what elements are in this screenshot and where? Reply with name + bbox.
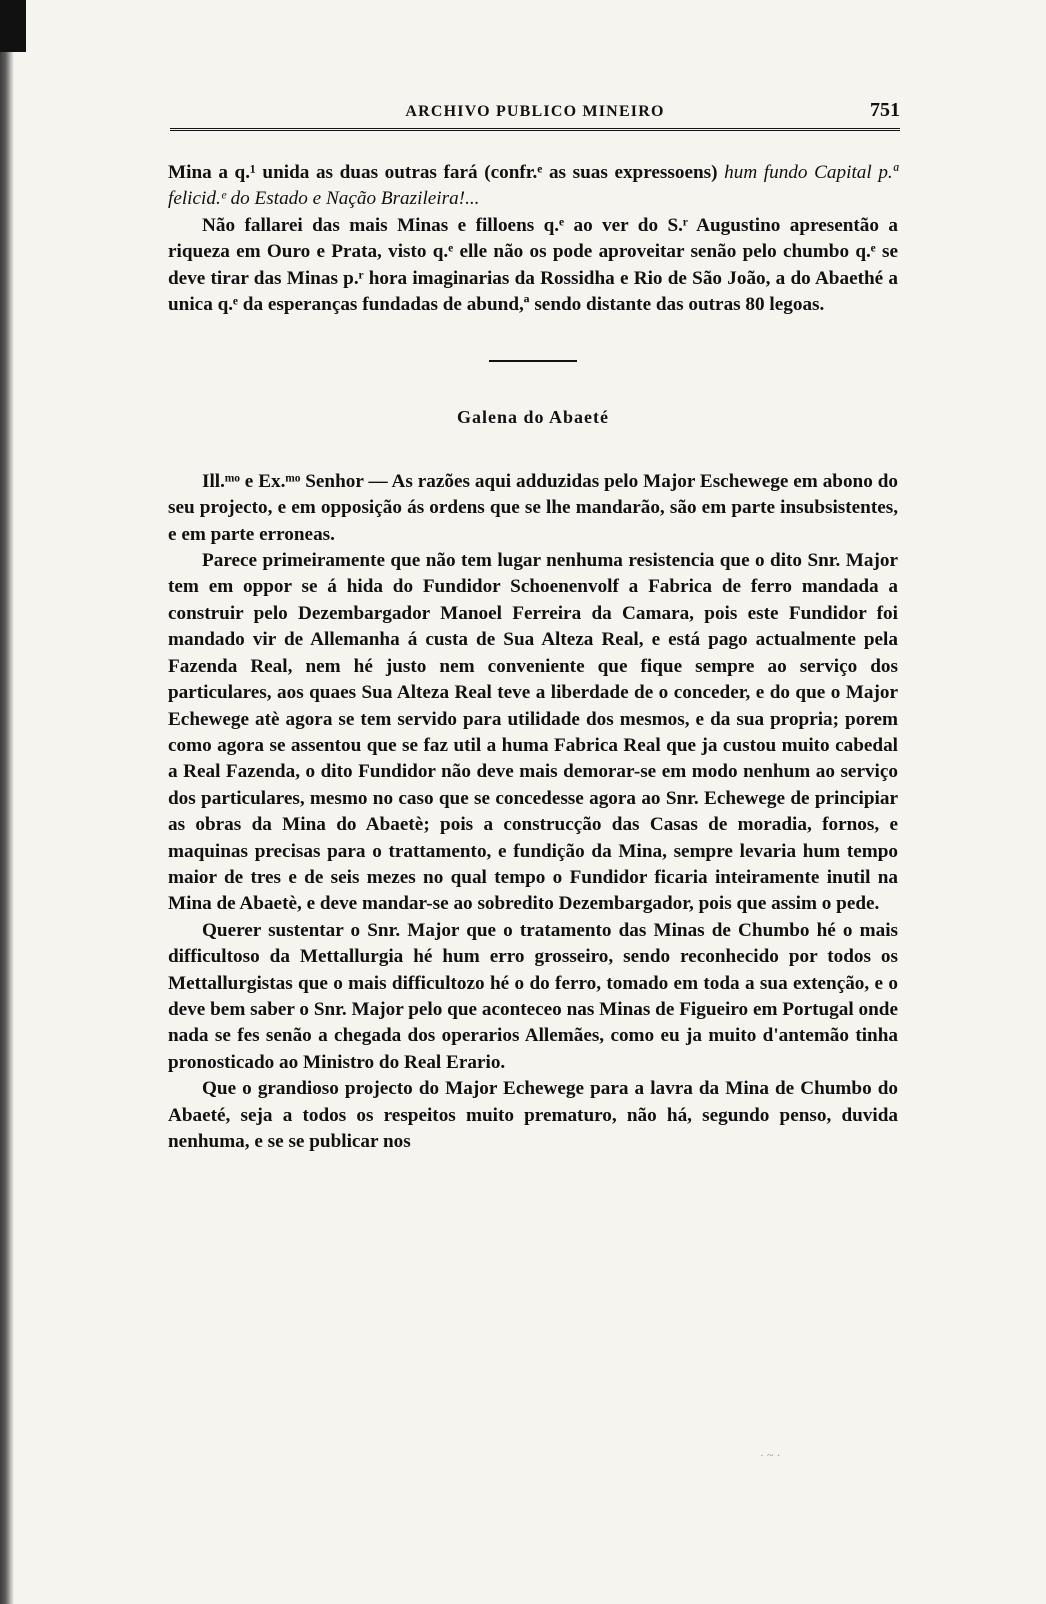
body-paragraph-2: Parece primeiramente que não tem lugar nenhuma resistencia que o dito Snr. Major tem em oppor se á hida do Fundidor Schoenenvolf a Fabrica de ferro mandada a construir pelo Dezembargador Manoel Ferreira da Camara, pois este Fundidor foi mandado vir de Allemanha á custa de Sua Alteza Real, e está pago actualmente pela Fazenda Real, nem hé justo nem conveniente que fique sempre ao serviço dos particulares, aos quaes Sua Alteza Real teve a liberdade de o conceder, e do que o Major Echewege atè agora se tem servido para utilidade dos mesmos, e da sua propria; porem como agora se assentou que se faz util a huma Fabrica Real que ja custou muito cabedal a Real Fazenda, o dito Fundidor não deve mais demorar-se em modo nenhum ao serviço dos particulares, mesmo no caso que se concedesse agora ao Snr. Echewege de principiar as obras da Mina do Abaetè; pois a construcção das Casas de moradia, fornos, e maquinas precisas para o trattamento, e fundição da Mina, sempre levaria hum tempo maior de tres e de seis mezes no qual tempo o Fundidor ficaria inteiramente inutil na Mina de Abaetè, e deve mandar-se ao sobredito Dezembargador, pois que assim o pede.	[168, 550, 898, 915]
intro-paragraph-2: Não fallarei das mais Minas e filloens q.ᵉ ao ver do S.ʳ Augustino apresentão a riqueza em Ouro e Prata, visto q.ᵉ elle não os pode aproveitar senão pelo chumbo q.ᵉ se deve tirar das Minas p.ʳ hora imaginarias da Rossidha e Rio de São João, a do Abaethé a unica q.ᵉ da esperanças fundadas de abund,ª sendo distante das outras 80 legoas.	[168, 214, 898, 316]
body-paragraph-4: Que o grandioso projecto do Major Echewege para a lavra da Mina de Chumbo do Abaeté, seja a todos os respeitos muito prematuro, não há, segundo penso, duvida nenhuma, e se se publicar nos	[168, 1078, 898, 1152]
page-number: 751	[870, 99, 900, 121]
body-paragraph-3: Querer sustentar o Snr. Major que o tratamento das Minas de Chumbo hé o mais difficultoso da Mettallurgia hé hum erro grosseiro, sendo reconhecido por todos os Mettallurgistas que o mais difficultozo hé o do ferro, tomado em toda a sua extenção, e o deve bem saber o Snr. Major pelo que aconteceo nas Minas de Figueiro em Portugal onde nada se fes senão a chegada dos operarios Allemães, como eu ja muito d'antemão tinha pronosticado ao Ministro do Real Erario.	[168, 919, 898, 1073]
running-title: ARCHIVO PUBLICO MINEIRO	[405, 103, 665, 120]
page-body	[168, 160, 898, 1155]
section-title: Galena do Abaeté	[456, 407, 609, 428]
running-head	[170, 99, 900, 127]
scan-corner-blot	[0, 0, 26, 52]
intro-paragraph-1	[168, 160, 898, 213]
scan-smudge: · ~ ·	[760, 1448, 781, 1462]
intro-italic-text: hum fundo Capital p.ª felicid.ᵉ do Estado e Nação Brazileira!...	[168, 162, 899, 210]
scan-left-edge	[0, 0, 14, 1604]
intro-line-text: Mina a q.¹ unida as duas outras fará (confr.ᵉ as suas expressoens)	[168, 162, 725, 183]
header-rule	[170, 128, 900, 131]
section-divider	[489, 360, 577, 362]
body-paragraph-1: Ill.ᵐᵒ e Ex.ᵐᵒ Senhor — As razões aqui adduzidas pelo Major Eschewege em abono do seu projecto, e em opposição ás ordens que se lhe mandarão, são em parte insubsistentes, e em parte erroneas.	[168, 470, 898, 545]
